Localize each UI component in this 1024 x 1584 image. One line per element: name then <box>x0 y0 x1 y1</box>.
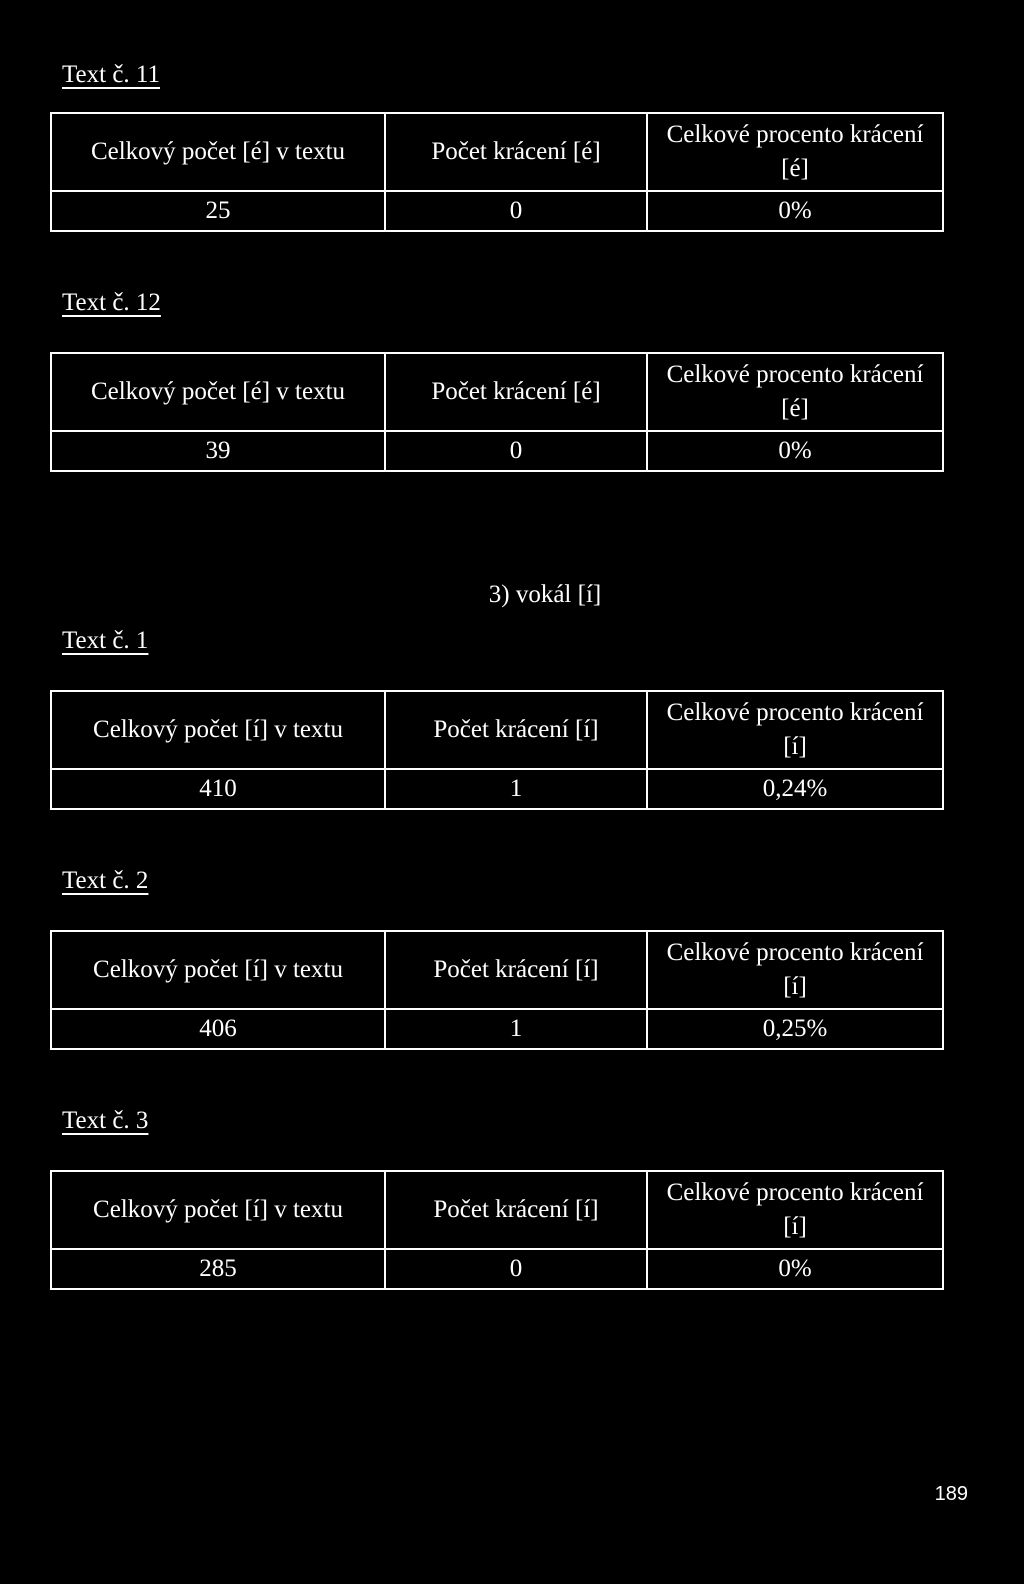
value-total-count: 406 <box>51 1009 385 1049</box>
value-shortening-count: 0 <box>385 431 647 471</box>
text-label: Text č. 2 <box>62 867 149 894</box>
text-label: Text č. 12 <box>62 289 161 316</box>
header-shortening-count: Počet krácení [í] <box>385 931 647 1009</box>
header-total-count: Celkový počet [é] v textu <box>51 113 385 191</box>
header-shortening-percent: Celkové procento krácení [í] <box>647 691 943 769</box>
stats-table <box>50 352 944 472</box>
table-row <box>51 431 943 471</box>
section-heading: 3) vokál [í] <box>488 581 602 608</box>
table-header-row <box>51 353 943 431</box>
value-shortening-percent: 0% <box>647 191 943 231</box>
header-shortening-count: Počet krácení [é] <box>385 113 647 191</box>
text-label: Text č. 11 <box>62 61 160 88</box>
value-shortening-percent: 0,25% <box>647 1009 943 1049</box>
text-label: Text č. 3 <box>62 1107 149 1134</box>
value-shortening-percent: 0% <box>647 1249 943 1289</box>
stats-table <box>50 112 944 232</box>
header-total-count: Celkový počet [í] v textu <box>51 691 385 769</box>
value-total-count: 285 <box>51 1249 385 1289</box>
header-shortening-count: Počet krácení [é] <box>385 353 647 431</box>
table-row <box>51 191 943 231</box>
header-shortening-percent: Celkové procento krácení [é] <box>647 113 943 191</box>
value-shortening-count: 0 <box>385 191 647 231</box>
value-total-count: 410 <box>51 769 385 809</box>
value-total-count: 39 <box>51 431 385 471</box>
value-shortening-percent: 0% <box>647 431 943 471</box>
header-total-count: Celkový počet [í] v textu <box>51 1171 385 1249</box>
value-total-count: 25 <box>51 191 385 231</box>
value-shortening-count: 1 <box>385 1009 647 1049</box>
table-row <box>51 1009 943 1049</box>
stats-table <box>50 930 944 1050</box>
header-shortening-percent: Celkové procento krácení [í] <box>647 1171 943 1249</box>
header-shortening-percent: Celkové procento krácení [é] <box>647 353 943 431</box>
table-header-row <box>51 931 943 1009</box>
table-row <box>51 1249 943 1289</box>
header-shortening-count: Počet krácení [í] <box>385 1171 647 1249</box>
header-total-count: Celkový počet [í] v textu <box>51 931 385 1009</box>
value-shortening-count: 0 <box>385 1249 647 1289</box>
text-label: Text č. 1 <box>62 627 149 654</box>
stats-table <box>50 1170 944 1290</box>
table-header-row <box>51 1171 943 1249</box>
table-header-row <box>51 691 943 769</box>
header-shortening-count: Počet krácení [í] <box>385 691 647 769</box>
table-row <box>51 769 943 809</box>
page-number: 189 <box>934 1483 968 1505</box>
header-shortening-percent: Celkové procento krácení [í] <box>647 931 943 1009</box>
value-shortening-percent: 0,24% <box>647 769 943 809</box>
table-header-row <box>51 113 943 191</box>
header-total-count: Celkový počet [é] v textu <box>51 353 385 431</box>
stats-table <box>50 690 944 810</box>
value-shortening-count: 1 <box>385 769 647 809</box>
